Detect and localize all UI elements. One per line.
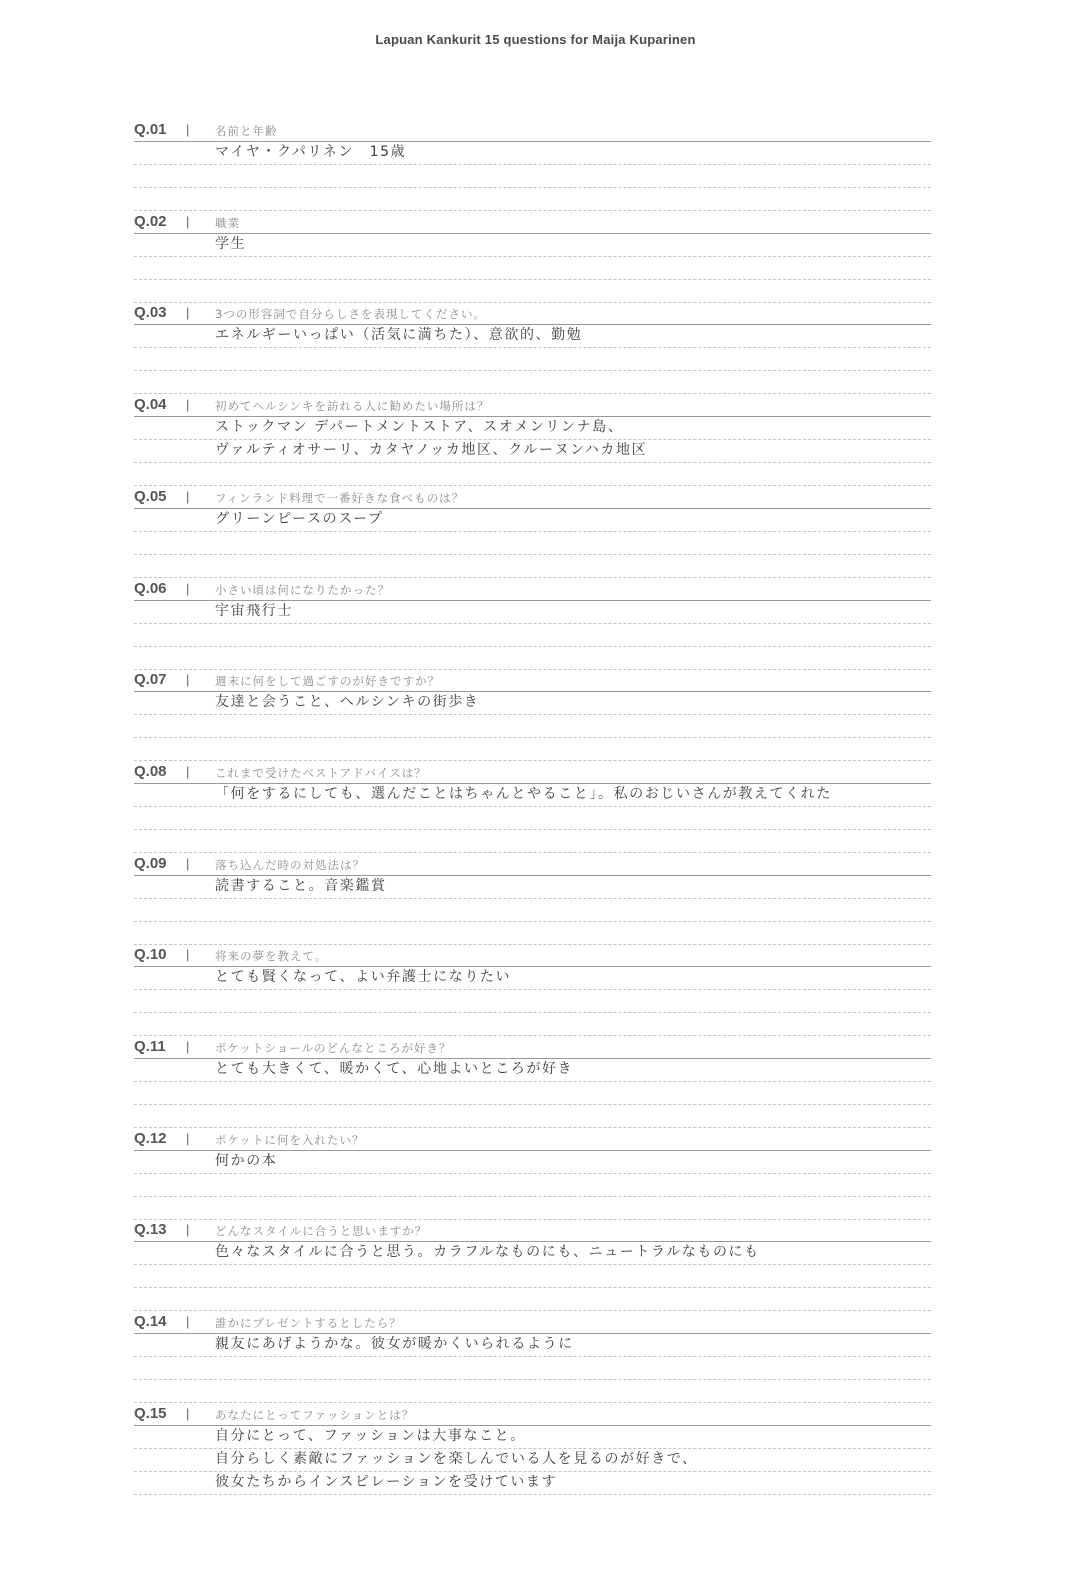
separator: | — [186, 1039, 190, 1054]
answer-rule — [134, 187, 931, 188]
answer-text: 学生 — [215, 236, 247, 252]
qa-item — [0, 487, 1071, 579]
answer-text: とても大きくて、暖かくて、心地よいところが好き — [215, 1061, 574, 1077]
separator: | — [186, 672, 190, 687]
question-text: ポケットに何を入れたい？ — [215, 1133, 365, 1147]
answer-rule — [134, 760, 931, 761]
qa-item — [0, 579, 1071, 671]
answer-rule — [134, 737, 931, 738]
answer-text: 色々なスタイルに合うと思う。カラフルなものにも、ニュートラルなものにも — [215, 1244, 760, 1260]
separator: | — [186, 214, 190, 229]
question-text: あなたにとってファッションとは？ — [215, 1408, 415, 1422]
question-number: Q.14 — [134, 1313, 167, 1330]
answer-rule — [134, 623, 931, 624]
answer-rule — [134, 1173, 931, 1174]
answer-rule — [134, 1310, 931, 1311]
question-number: Q.10 — [134, 946, 167, 963]
answer-rule — [134, 829, 931, 830]
answer-rule — [134, 347, 931, 348]
question-text: 初めてヘルシンキを訪れる人に勧めたい場所は？ — [215, 399, 490, 413]
qa-item — [0, 303, 1071, 395]
question-text: 3つの形容詞で自分らしさを表現してください。 — [215, 307, 486, 321]
answer-rule — [134, 1104, 931, 1105]
question-number: Q.02 — [134, 213, 167, 230]
question-text: 小さい頃は何になりたかった？ — [215, 583, 390, 597]
answer-text: 自分にとって、ファッションは大事なこと。 — [215, 1428, 526, 1444]
answer-text: 親友にあげようかな。彼女が暖かくいられるように — [215, 1336, 574, 1352]
answer-rule — [134, 1402, 931, 1403]
answer-text: 「何をするにしても、選んだことはちゃんとやること」。私のおじいさんが教えてくれた — [215, 786, 832, 802]
answer-rule — [134, 210, 931, 211]
question-number: Q.13 — [134, 1221, 167, 1238]
separator: | — [186, 1406, 190, 1421]
qa-item — [0, 1220, 1071, 1312]
answer-rule — [134, 279, 931, 280]
answer-rule — [134, 393, 931, 394]
answer-text: エネルギーいっぱい（活気に満ちた）、意欲的、勤勉 — [215, 327, 583, 343]
answer-rule — [134, 531, 931, 532]
question-text: これまで受けたベストアドバイスは？ — [215, 766, 427, 780]
separator: | — [186, 122, 190, 137]
answer-text: ストックマン デパートメントストア、スオメンリンナ島、 — [215, 419, 624, 435]
question-number: Q.04 — [134, 396, 167, 413]
answer-rule — [134, 1494, 931, 1495]
question-number: Q.03 — [134, 304, 167, 321]
answer-text: グリーンピースのスープ — [215, 511, 384, 527]
answer-rule — [134, 1035, 931, 1036]
separator: | — [186, 489, 190, 504]
answer-rule — [134, 714, 931, 715]
question-text: 職業 — [215, 216, 240, 230]
question-number: Q.09 — [134, 855, 167, 872]
answer-rule — [134, 989, 931, 990]
answer-rule — [134, 462, 931, 463]
separator: | — [186, 764, 190, 779]
answer-rule — [134, 646, 931, 647]
answer-text: マイヤ・クパリネン 15歳 — [215, 144, 407, 160]
page-title: Lapuan Kankurit 15 questions for Maija Kuparinen — [375, 32, 696, 47]
answer-rule — [134, 370, 931, 371]
separator: | — [186, 1222, 190, 1237]
answer-rule — [134, 577, 931, 578]
question-text: 誰かにプレゼントするとしたら？ — [215, 1316, 402, 1330]
answer-rule — [134, 554, 931, 555]
question-text: 週末に何をして過ごすのが好きですか？ — [215, 674, 440, 688]
answer-rule — [134, 1379, 931, 1380]
qa-item — [0, 1037, 1071, 1129]
answer-rule — [134, 1356, 931, 1357]
question-number: Q.07 — [134, 671, 167, 688]
answer-rule — [134, 1081, 931, 1082]
answer-text: ヴァルティオサーリ、カタヤノッカ地区、クルーヌンハカ地区 — [215, 442, 648, 458]
answer-rule — [134, 898, 931, 899]
question-text: フィンランド料理で一番好きな食べものは？ — [215, 491, 465, 505]
qa-item — [0, 1312, 1071, 1404]
answer-text: 友達と会うこと、ヘルシンキの街歩き — [215, 694, 480, 710]
question-text: 落ち込んだ時の対処法は？ — [215, 858, 365, 872]
separator: | — [186, 1131, 190, 1146]
answer-text: とても賢くなって、よい弁護士になりたい — [215, 969, 512, 985]
question-number: Q.12 — [134, 1130, 167, 1147]
question-number: Q.11 — [134, 1038, 166, 1055]
answer-rule — [134, 256, 931, 257]
qa-item — [0, 945, 1071, 1037]
answer-text: 自分らしく素敵にファッションを楽しんでいる人を見るのが好きで、 — [215, 1451, 698, 1467]
answer-rule — [134, 921, 931, 922]
question-rule — [134, 233, 931, 234]
answer-rule — [134, 806, 931, 807]
question-number: Q.05 — [134, 488, 167, 505]
separator: | — [186, 397, 190, 412]
answer-text: 彼女たちからインスピレーションを受けています — [215, 1474, 558, 1490]
question-text: 将来の夢を教えて。 — [215, 949, 328, 963]
separator: | — [186, 1314, 190, 1329]
separator: | — [186, 856, 190, 871]
answer-rule — [134, 164, 931, 165]
qa-item — [0, 762, 1071, 854]
separator: | — [186, 947, 190, 962]
answer-rule — [134, 1127, 931, 1128]
question-number: Q.08 — [134, 763, 167, 780]
question-text: ポケットショールのどんなところが好き？ — [215, 1041, 452, 1055]
qa-item — [0, 120, 1071, 212]
answer-rule — [134, 1012, 931, 1013]
question-number: Q.15 — [134, 1405, 167, 1422]
question-number: Q.01 — [134, 121, 167, 138]
qa-item — [0, 854, 1071, 946]
qa-item — [0, 670, 1071, 762]
qa-item — [0, 1404, 1071, 1496]
answer-text: 何かの本 — [215, 1153, 278, 1169]
qa-item — [0, 212, 1071, 304]
question-text: どんなスタイルに合うと思いますか？ — [215, 1224, 428, 1238]
qa-item — [0, 1129, 1071, 1221]
answer-text: 宇宙飛行士 — [215, 603, 293, 619]
answer-rule — [134, 1264, 931, 1265]
separator: | — [186, 581, 190, 596]
qa-item — [0, 395, 1071, 487]
question-number: Q.06 — [134, 580, 167, 597]
answer-text: 読書すること。音楽鑑賞 — [215, 878, 387, 894]
answer-rule — [134, 1287, 931, 1288]
answer-rule — [134, 485, 931, 486]
question-text: 名前と年齢 — [215, 124, 278, 138]
separator: | — [186, 305, 190, 320]
answer-rule — [134, 1196, 931, 1197]
answer-rule — [134, 852, 931, 853]
